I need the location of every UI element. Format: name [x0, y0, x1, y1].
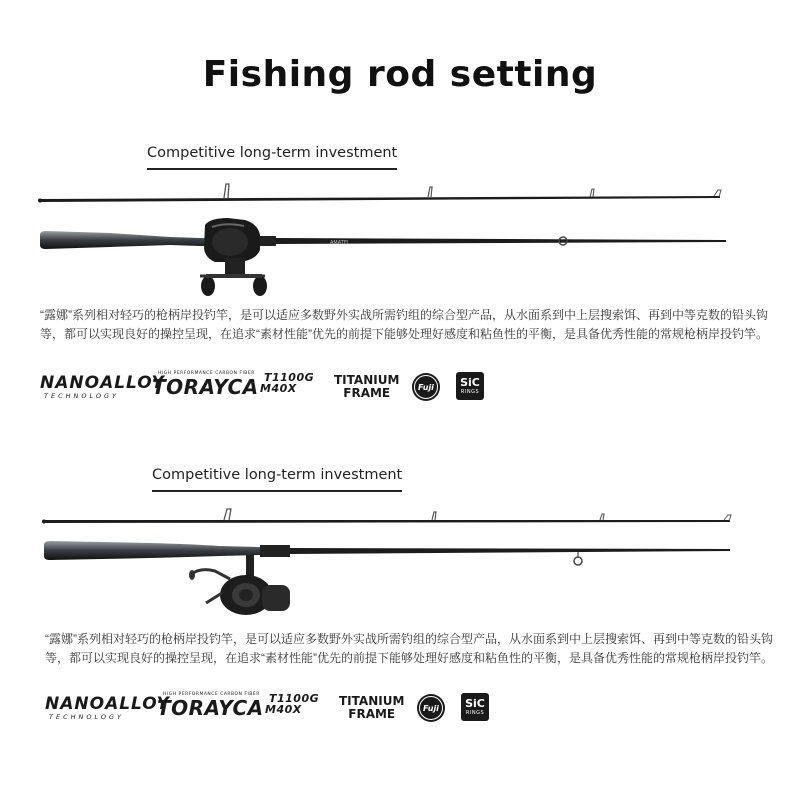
section-subtitle: Competitive long-term investment [147, 145, 397, 170]
spinning-rod-image [0, 507, 800, 627]
rod-tip-section [42, 509, 731, 524]
rod-butt-section [40, 218, 726, 296]
baitcasting-rod-image [0, 180, 800, 300]
page-title: Fishing rod setting [202, 54, 598, 96]
baitcasting-reel [200, 218, 267, 296]
fuji-logo: Fuji [412, 373, 440, 401]
sic-rings-logo: SiC RINGS [456, 372, 484, 400]
torayca-logo: HIGH PERFORMANCE CARBON FIBER TORAYCA [157, 692, 264, 720]
section-subtitle: Competitive long-term investment [152, 467, 402, 492]
titanium-frame-logo: TITANIUM FRAME [339, 694, 405, 721]
rod-blank-label: AMATEI [330, 240, 349, 246]
t1100g-m40x-logo: T1100G M40X [260, 371, 315, 395]
fuji-logo: Fuji [417, 694, 445, 722]
technology-logos [40, 371, 500, 405]
spinning-reel [189, 555, 290, 615]
titanium-frame-logo: TITANIUM FRAME [334, 373, 400, 400]
nanoalloy-logo: NANOALLOY TECHNOLOGY [45, 694, 170, 721]
rod-tip-section [38, 184, 721, 203]
rod-butt-section [44, 541, 730, 615]
t1100g-m40x-logo: T1100G M40X [265, 692, 320, 716]
product-description: “露娜”系列相对轻巧的枪柄岸投钓竿，是可以适应多数野外实战所需钓组的综合型产品，从水面系到中上层搜索饵、再到中等克数的铅头钩等，都可以实现良好的操控呈现，在追求“素材性能”优先的前提下能够处理好感度和粘鱼性的平衡，是具备优秀性能的常规枪柄岸投钓竿。 [40, 308, 768, 341]
technology-logos [45, 692, 505, 726]
product-description: “露娜”系列相对轻巧的枪柄岸投钓竿，是可以适应多数野外实战所需钓组的综合型产品，从水面系到中上层搜索饵、再到中等克数的铅头钩等，都可以实现良好的操控呈现，在追求“素材性能”优先的前提下能够处理好感度和粘鱼性的平衡，是具备优秀性能的常规枪柄岸投钓竿。 [45, 632, 773, 665]
sic-rings-logo: SiC RINGS [461, 693, 489, 721]
torayca-logo: HIGH PERFORMANCE CARBON FIBER TORAYCA [152, 371, 259, 399]
nanoalloy-logo: NANOALLOY TECHNOLOGY [40, 373, 165, 400]
